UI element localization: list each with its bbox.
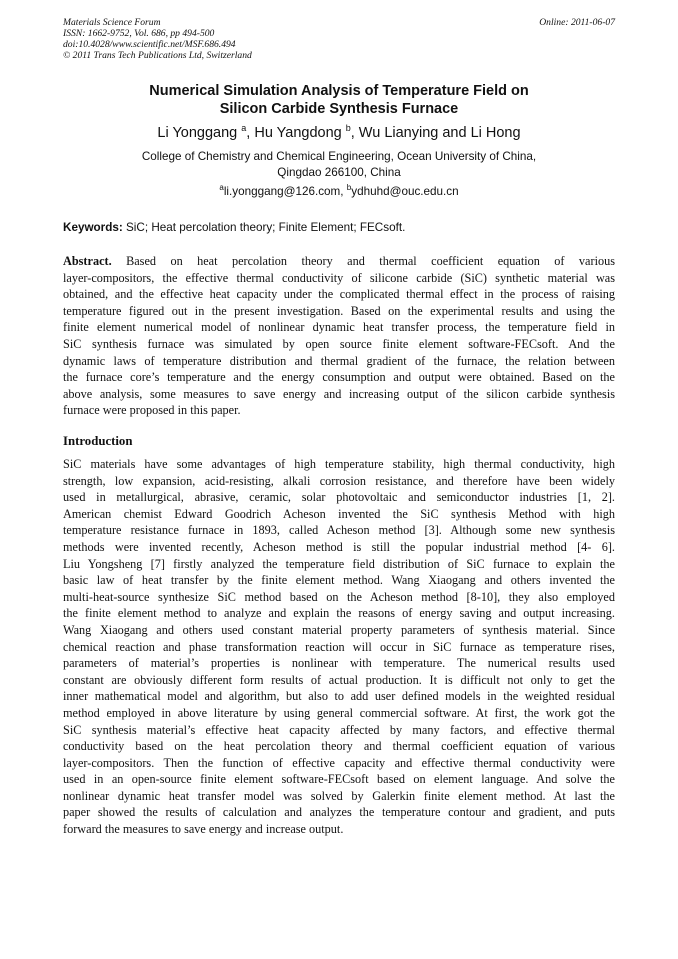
intro-line: method employed in above literature by using general commercial software. At first, the work got the <box>63 705 615 720</box>
abstract <box>63 253 615 419</box>
abstract-line: Abstract. Based on heat percolation theory and thermal coefficient equation of various <box>63 254 615 268</box>
intro-line: multi-heat-source synthesize SiC method based on the Acheson method [8-10], they also employed <box>63 589 615 604</box>
abstract-line: finite element numerical model of nonlinear dynamic heat transfer process, the temperature field in <box>63 320 615 335</box>
author-1: Li Yonggang <box>157 125 238 141</box>
abstract-line: dynamic laws of temperature distribution and thermal gradient of the furnace, the relation between <box>63 353 615 368</box>
abstract-line: temperature figured out in the present investigation. Based on the experimental results and using the <box>63 303 615 318</box>
intro-line: strength, low expansion, acid-resisting, alkali corrosion resistance, and therefore have been widely <box>63 473 615 488</box>
copyright-line: © 2011 Trans Tech Publications Ltd, Switzerland <box>63 50 252 61</box>
abstract-line: obtained, and the effective heat capacity under the complicated thermal effect in the process of raising <box>63 287 615 302</box>
abstract-label: Abstract. <box>63 254 112 268</box>
email-a-superscript: a <box>219 183 224 192</box>
online-date: Online: 2011-06-07 <box>539 17 615 28</box>
author-1-superscript: a <box>241 123 247 133</box>
author-list <box>63 123 615 143</box>
introduction-heading: Introduction <box>63 434 133 448</box>
intro-line: basic law of heat transfer by the finite element method. Wang Xiaogang and others invented the <box>63 573 615 588</box>
author-2: , Hu Yangdong <box>246 125 342 141</box>
intro-line: layer-compositors. Then the function of effective capacity and effective thermal conductivity were <box>63 755 615 770</box>
title-line-1: Numerical Simulation Analysis of Temperature Field on <box>149 83 529 99</box>
issn-line: ISSN: 1662-9752, Vol. 686, pp 494-500 <box>63 28 215 39</box>
abstract-line: SiC synthesis furnace was simulated by open source finite element software-FECsoft. And the <box>63 336 615 351</box>
introduction-body <box>63 456 615 838</box>
intro-line: SiC materials have some advantages of high temperature stability, high thermal conductivity, high <box>63 457 615 471</box>
intro-line: nonlinear dynamic heat transfer model was solved by Galerkin finite element method. At last the <box>63 788 615 803</box>
email-a: li.yonggang@126.com, <box>223 185 347 198</box>
abstract-line: furnace were proposed in this paper. <box>63 403 241 418</box>
intro-line: parameters of material’s properties is nonlinear with temperature. The numerical results used <box>63 656 615 671</box>
affiliation-line-2: Qingdao 266100, China <box>277 166 401 179</box>
journal-name: Materials Science Forum <box>63 17 161 28</box>
abstract-line: above analysis, some measures to save energy and increasing output of the silicon carbide synthesis <box>63 386 615 401</box>
author-emails <box>63 184 615 200</box>
other-authors: , Wu Lianying and Li Hong <box>350 125 521 141</box>
abstract-line: layer-compositors, the effective thermal conductivity of silicone carbide (SiC) synthetic material was <box>63 270 615 285</box>
keywords <box>63 220 615 235</box>
title-line-2: Silicon Carbide Synthesis Furnace <box>219 101 459 117</box>
intro-line: Wang Xiaogang and others used constant material property parameters of synthesis material. Since <box>63 622 615 637</box>
abstract-line: the furnace core’s temperature and the energy consumption and output were obtained. Based on the <box>63 370 615 385</box>
author-2-superscript: b <box>345 123 351 133</box>
intro-line: forward the measures to save energy and increase output. <box>63 822 344 837</box>
intro-line: the finite element method to analyze and explain the reasons of energy saving and output increasing. <box>63 606 615 621</box>
journal-header <box>63 17 423 61</box>
intro-line: conductivity based on the heat percolation theory and thermal coefficient equation of various <box>63 739 615 754</box>
intro-line: temperature resistance furnace in 1893, called Acheson method [3]. Although some new synthesis <box>63 523 615 538</box>
doi-line: doi:10.4028/www.scientific.net/MSF.686.494 <box>63 39 236 50</box>
affiliation-line-1: College of Chemistry and Chemical Engineering, Ocean University of China, <box>141 150 537 163</box>
intro-line: methods were invented recently, Acheson method is still the popular industrial method [4- 6]. <box>63 539 615 554</box>
affiliation <box>63 149 615 181</box>
intro-line: Liu Yongsheng [7] firstly analyzed the temperature field distribution of SiC furnace to explain the <box>63 556 615 571</box>
keywords-label: Keywords: <box>63 221 123 234</box>
intro-line: American chemist Edward Goodrich Acheson invented the SiC synthesis Method with high <box>63 506 615 521</box>
email-b: ydhuhd@ouc.edu.cn <box>351 185 459 198</box>
paper-title <box>63 82 615 118</box>
intro-line: paper showed the results of calculation and analyzes the temperature contour and gradient, and puts <box>63 805 615 820</box>
keywords-text: SiC; Heat percolation theory; Finite Element; FECsoft. <box>122 221 406 234</box>
intro-line: constant are obviously different form results of actual production. It is difficult not only to get the <box>63 672 615 687</box>
intro-line: SiC synthesis material’s effective heat capacity affected by many factors, and effective thermal <box>63 722 615 737</box>
email-b-superscript: b <box>346 183 352 192</box>
intro-line: used in metallurgical, abrasive, ceramic, solar photovoltaic and semiconductor industries [1, 2]. <box>63 490 615 505</box>
intro-line: inner mathematical model and algorithm, but also to add user defined models in the weighted residual <box>63 689 615 704</box>
intro-line: used in an open-source finite element software-FECsoft based on element language. And solve the <box>63 772 615 787</box>
intro-line: chemical reaction and phase transformation reaction will occur in SiC furnace as temperature rises, <box>63 639 615 654</box>
